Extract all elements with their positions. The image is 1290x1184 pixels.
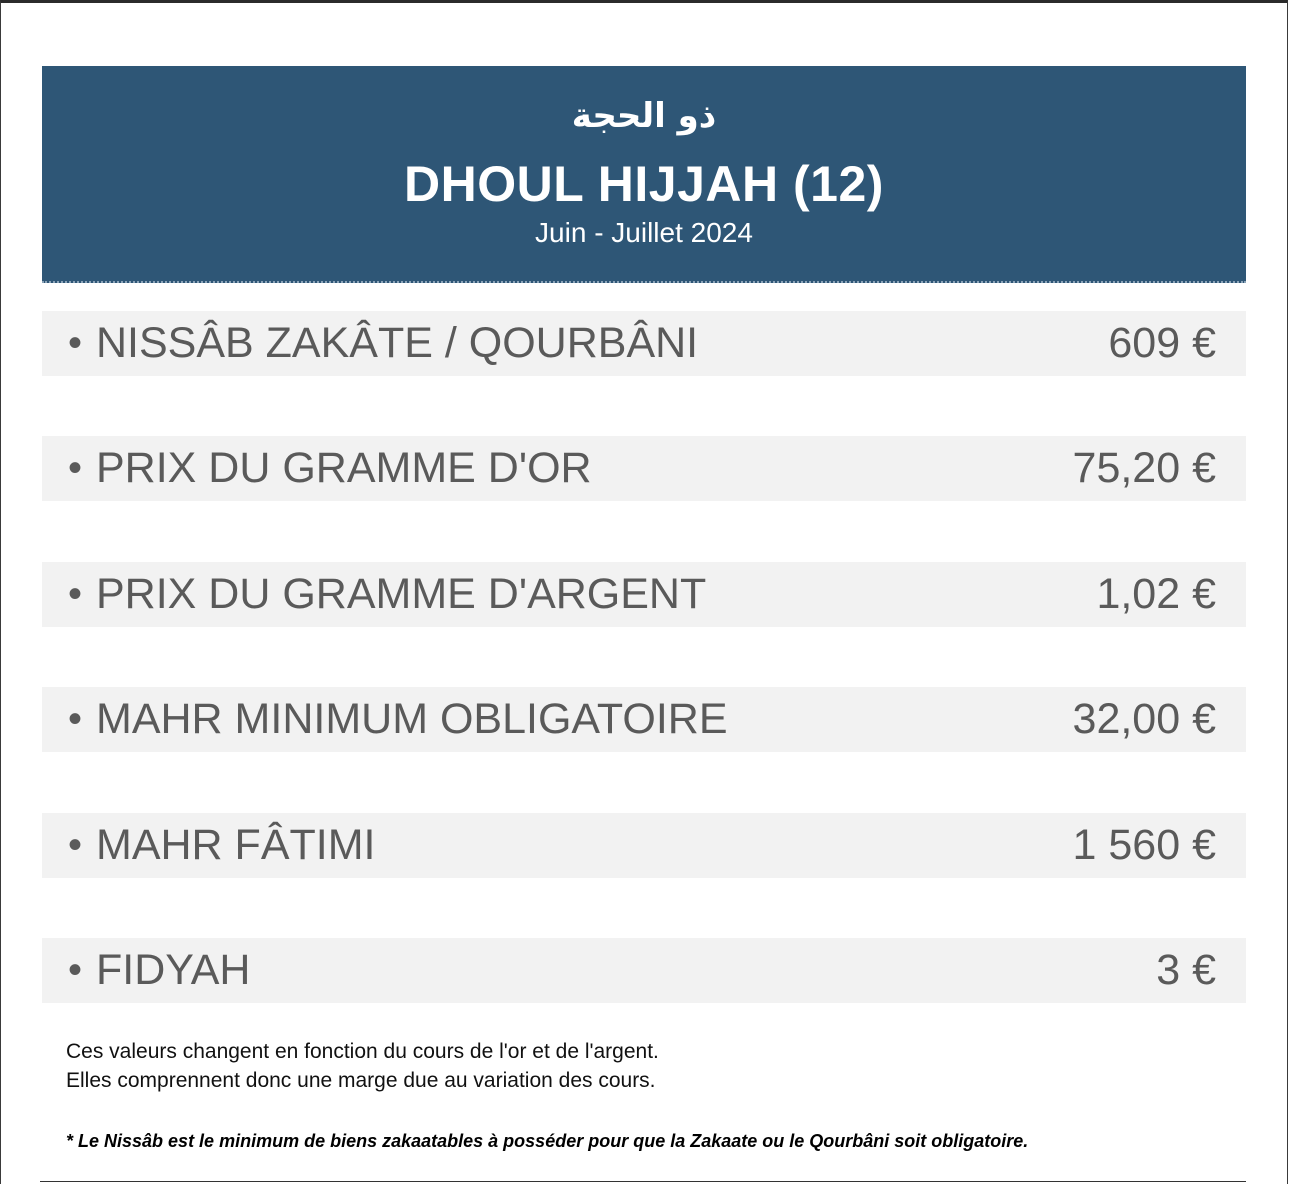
row-mahr-minimum — [42, 687, 1246, 752]
bullet: • — [68, 572, 83, 616]
row-fidyah — [42, 938, 1246, 1003]
row-label: FIDYAH — [96, 946, 251, 994]
bullet: • — [68, 321, 83, 365]
row-value: 1,02 € — [1096, 570, 1216, 618]
row-value: 3 € — [1156, 946, 1216, 994]
note-line-2: Elles comprennent donc une marge due au variation des cours. — [66, 1069, 656, 1092]
row-label: PRIX DU GRAMME D'ARGENT — [96, 570, 707, 618]
bottom-divider — [40, 1181, 1246, 1182]
row-label: MAHR MINIMUM OBLIGATOIRE — [96, 695, 728, 743]
row-nissab — [42, 311, 1246, 376]
note-line-1: Ces valeurs changent en fonction du cours de l'or et de l'argent. — [66, 1040, 659, 1063]
row-silver-price — [42, 562, 1246, 627]
month-title: DHOUL HIJJAH (12) — [404, 156, 884, 212]
bullet: • — [68, 446, 83, 490]
row-value: 609 € — [1108, 319, 1216, 367]
month-header — [42, 66, 1246, 283]
bullet: • — [68, 697, 83, 741]
row-label: MAHR FÂTIMI — [96, 821, 376, 869]
row-value: 1 560 € — [1072, 821, 1216, 869]
row-gold-price — [42, 436, 1246, 501]
bullet: • — [68, 823, 83, 867]
row-value: 75,20 € — [1072, 444, 1216, 492]
row-label: NISSÂB ZAKÂTE / QOURBÂNI — [96, 319, 699, 367]
row-value: 32,00 € — [1072, 695, 1216, 743]
row-mahr-fatimi — [42, 813, 1246, 878]
month-period: Juin - Juillet 2024 — [535, 217, 753, 248]
bullet: • — [68, 948, 83, 992]
row-label: PRIX DU GRAMME D'OR — [96, 444, 592, 492]
footnote: * Le Nissâb est le minimum de biens zakaatables à posséder pour que la Zakaate ou le Qourbâni soit obligatoire. — [66, 1131, 1029, 1151]
arabic-month-name: ذو الحجة — [571, 96, 717, 136]
